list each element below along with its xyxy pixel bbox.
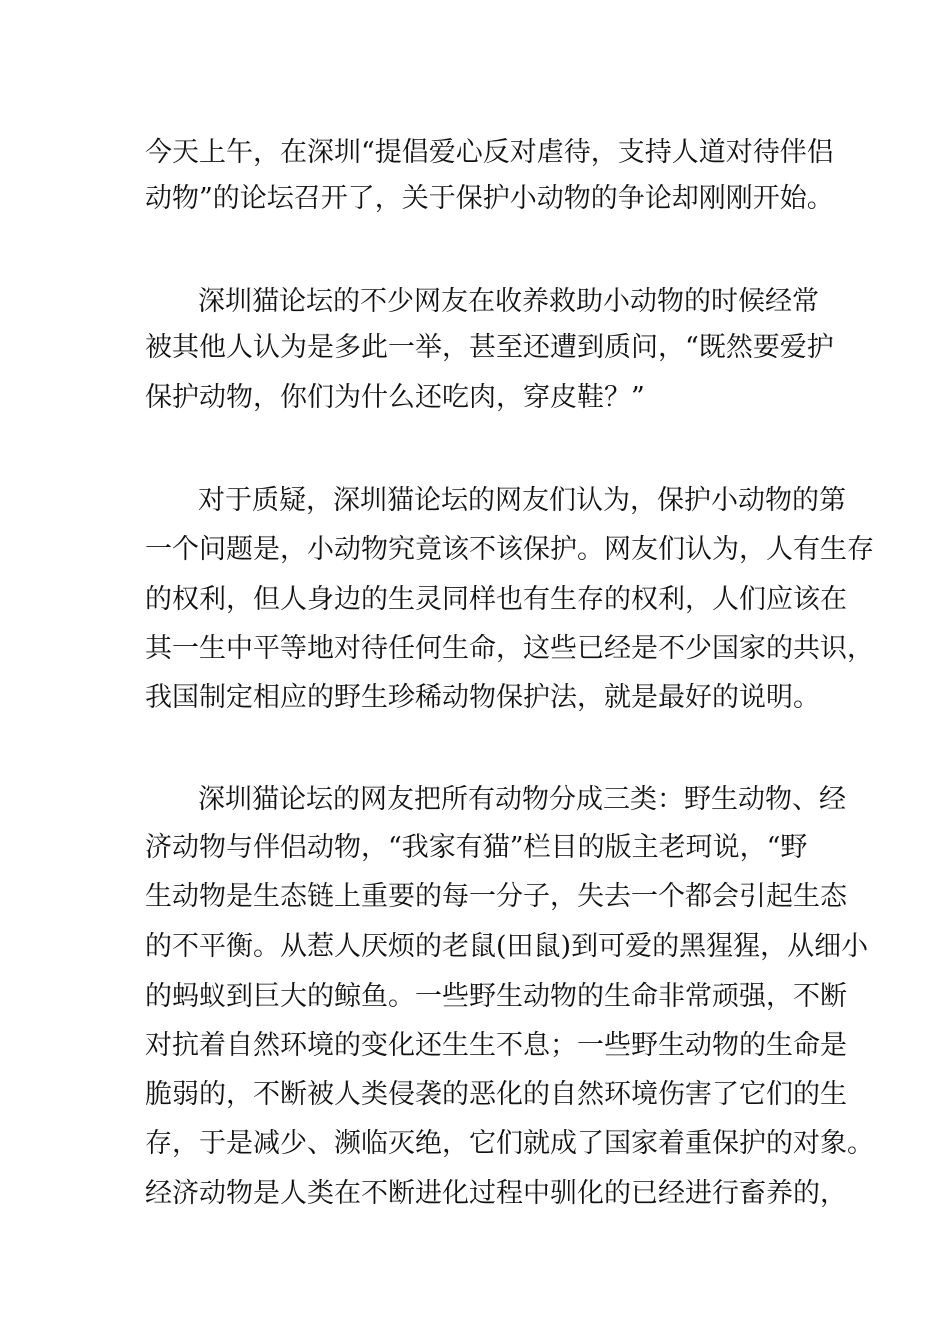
paragraph-line: 保护动物，你们为什么还吃肉，穿皮鞋？” — [145, 382, 645, 413]
paragraph-line: 今天上午，在深圳“提倡爱心反对虐待，支持人道对待伴侣 — [145, 137, 834, 168]
paragraph-line: 深圳猫论坛的网友把所有动物分成三类：野生动物、经 — [198, 784, 846, 815]
paragraph-line: 的蚂蚁到巨大的鲸鱼。一些野生动物的生命非常顽强，不断 — [145, 981, 847, 1012]
paragraph-line: 存，于是减少、濒临灭绝，它们就成了国家着重保护的对象。 — [145, 1128, 874, 1159]
paragraph-line: 一个问题是，小动物究竟该不该保护。网友们认为，人有生存 — [145, 534, 874, 565]
paragraph-line: 的权利，但人身边的生灵同样也有生存的权利，人们应该在 — [145, 584, 847, 615]
paragraph-line: 深圳猫论坛的不少网友在收养救助小动物的时候经常 — [198, 286, 819, 317]
paragraph-line: 生动物是生态链上重要的每一分子，失去一个都会引起生态 — [145, 881, 847, 912]
paragraph-line: 对抗着自然环境的变化还生生不息；一些野生动物的生命是 — [145, 1030, 847, 1061]
paragraph-line: 脆弱的，不断被人类侵袭的恶化的自然环境伤害了它们的生 — [145, 1079, 847, 1110]
paragraph-line: 对于质疑，深圳猫论坛的网友们认为，保护小动物的第 — [198, 485, 846, 516]
paragraph-line: 经济动物是人类在不断进化过程中驯化的已经进行畜养的， — [145, 1178, 847, 1209]
paragraph-line: 被其他人认为是多此一举，甚至还遭到质问，“既然要爱护 — [145, 332, 834, 363]
paragraph-line: 济动物与伴侣动物，“我家有猫”栏目的版主老珂说，“野 — [145, 832, 808, 863]
paragraph-line: 我国制定相应的野生珍稀动物保护法，就是最好的说明。 — [145, 682, 820, 713]
paragraph-line: 动物”的论坛召开了，关于保护小动物的争论却刚刚开始。 — [145, 183, 834, 214]
paragraph-line: 其一生中平等地对待任何生命，这些已经是不少国家的共识， — [145, 633, 874, 664]
paragraph-line: 的不平衡。从惹人厌烦的老鼠(田鼠)到可爱的黑猩猩，从细小 — [145, 931, 869, 962]
